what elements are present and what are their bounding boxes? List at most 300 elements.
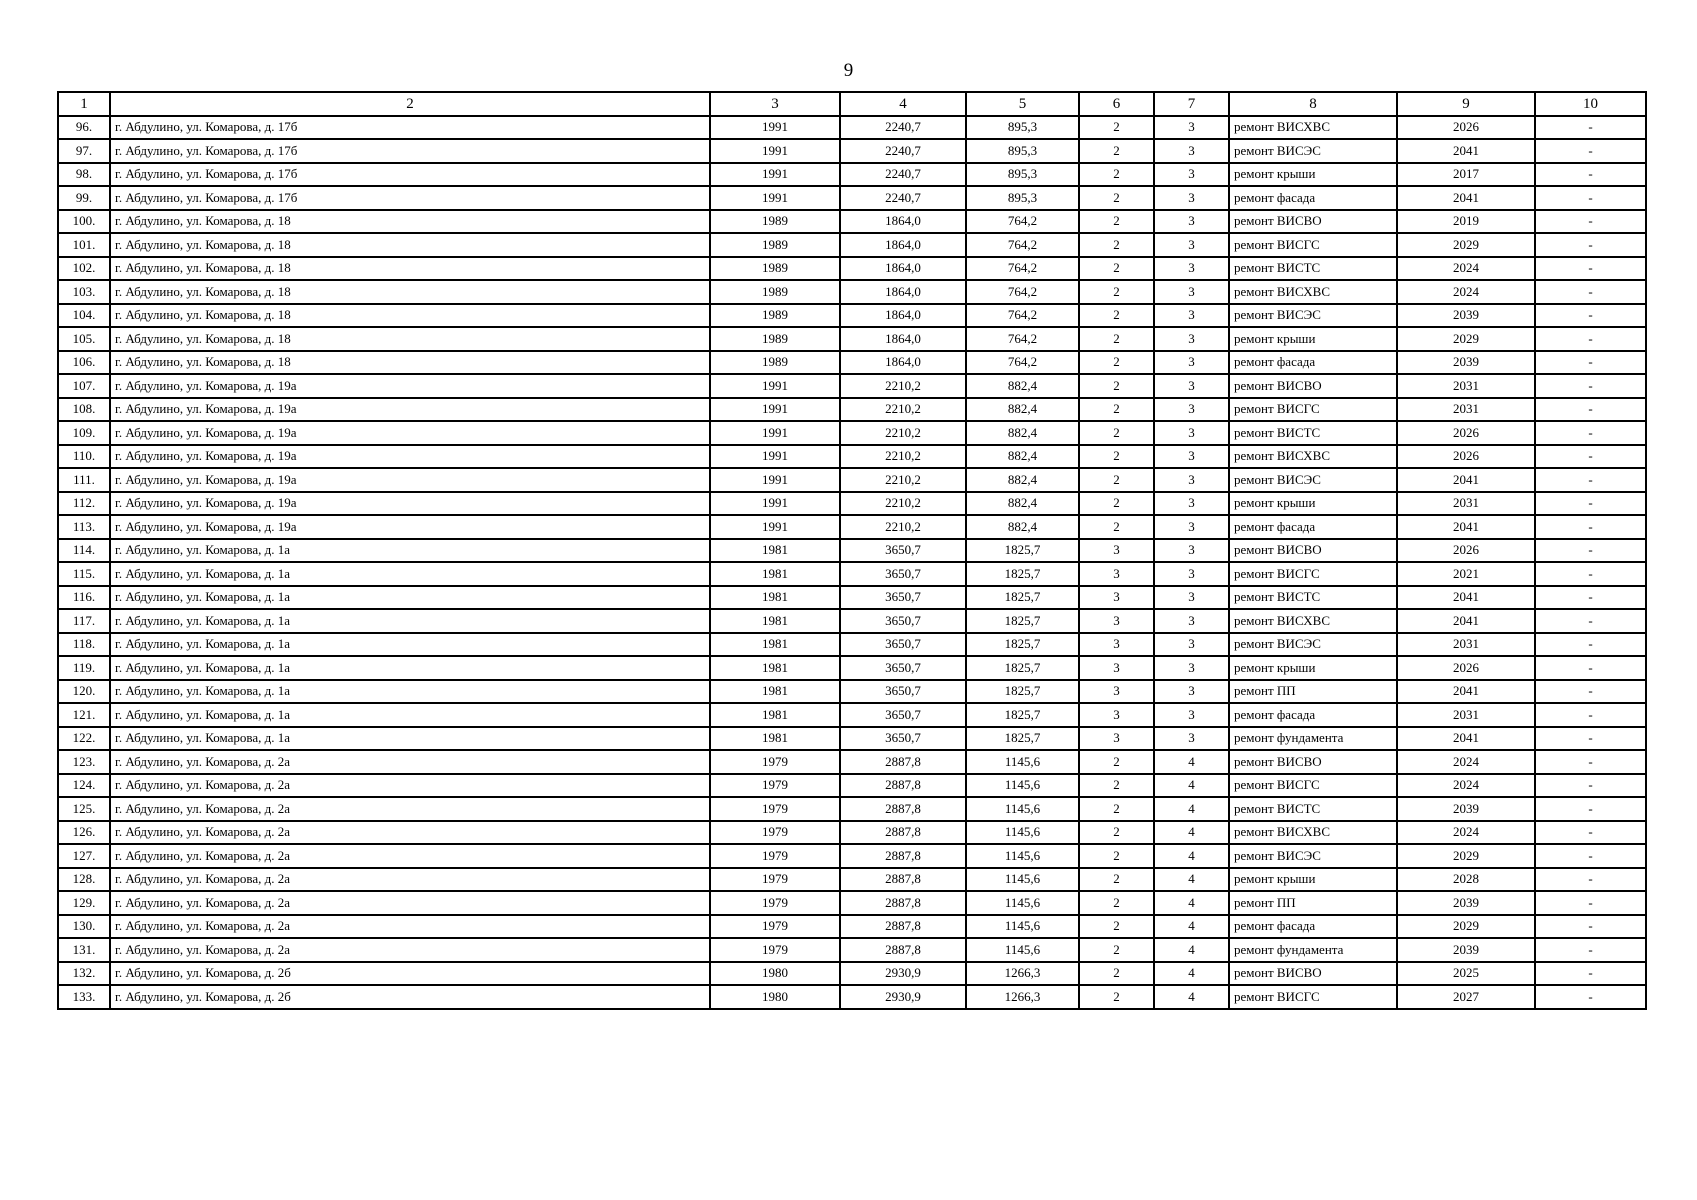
total-area-cell: 1864,0 bbox=[840, 351, 966, 375]
work-type-cell: ремонт фундамента bbox=[1229, 727, 1397, 751]
note-cell: - bbox=[1535, 656, 1646, 680]
note-cell: - bbox=[1535, 398, 1646, 422]
living-area-cell: 895,3 bbox=[966, 186, 1079, 210]
floors-cell: 2 bbox=[1079, 468, 1154, 492]
page-number: 9 bbox=[843, 60, 854, 81]
row-number-cell: 101. bbox=[58, 233, 110, 257]
total-area-cell: 3650,7 bbox=[840, 562, 966, 586]
floors-cell: 2 bbox=[1079, 233, 1154, 257]
note-cell: - bbox=[1535, 515, 1646, 539]
note-cell: - bbox=[1535, 797, 1646, 821]
total-area-cell: 2210,2 bbox=[840, 468, 966, 492]
planned-year-cell: 2024 bbox=[1397, 257, 1535, 281]
address-cell: г. Абдулино, ул. Комарова, д. 1а bbox=[110, 727, 710, 751]
table-row bbox=[58, 445, 1646, 469]
address-cell: г. Абдулино, ул. Комарова, д. 18 bbox=[110, 327, 710, 351]
table-row bbox=[58, 985, 1646, 1009]
planned-year-cell: 2039 bbox=[1397, 351, 1535, 375]
entrances-cell: 3 bbox=[1154, 257, 1229, 281]
entrances-cell: 4 bbox=[1154, 750, 1229, 774]
living-area-cell: 1266,3 bbox=[966, 962, 1079, 986]
total-area-cell: 3650,7 bbox=[840, 727, 966, 751]
note-cell: - bbox=[1535, 351, 1646, 375]
address-cell: г. Абдулино, ул. Комарова, д. 1а bbox=[110, 656, 710, 680]
row-number-cell: 125. bbox=[58, 797, 110, 821]
column-header: 5 bbox=[966, 92, 1079, 116]
living-area-cell: 764,2 bbox=[966, 327, 1079, 351]
floors-cell: 2 bbox=[1079, 774, 1154, 798]
entrances-cell: 4 bbox=[1154, 821, 1229, 845]
work-type-cell: ремонт ВИСВО bbox=[1229, 374, 1397, 398]
table-row bbox=[58, 327, 1646, 351]
entrances-cell: 4 bbox=[1154, 985, 1229, 1009]
planned-year-cell: 2029 bbox=[1397, 915, 1535, 939]
total-area-cell: 2210,2 bbox=[840, 398, 966, 422]
note-cell: - bbox=[1535, 962, 1646, 986]
living-area-cell: 1825,7 bbox=[966, 633, 1079, 657]
living-area-cell: 1145,6 bbox=[966, 750, 1079, 774]
floors-cell: 2 bbox=[1079, 868, 1154, 892]
total-area-cell: 1864,0 bbox=[840, 257, 966, 281]
total-area-cell: 2240,7 bbox=[840, 116, 966, 140]
total-area-cell: 2887,8 bbox=[840, 821, 966, 845]
row-number-cell: 102. bbox=[58, 257, 110, 281]
entrances-cell: 3 bbox=[1154, 445, 1229, 469]
row-number-cell: 129. bbox=[58, 891, 110, 915]
floors-cell: 3 bbox=[1079, 539, 1154, 563]
entrances-cell: 3 bbox=[1154, 351, 1229, 375]
row-number-cell: 110. bbox=[58, 445, 110, 469]
living-area-cell: 764,2 bbox=[966, 210, 1079, 234]
address-cell: г. Абдулино, ул. Комарова, д. 2а bbox=[110, 821, 710, 845]
total-area-cell: 2210,2 bbox=[840, 374, 966, 398]
work-type-cell: ремонт ВИСВО bbox=[1229, 210, 1397, 234]
work-type-cell: ремонт ВИСХВС bbox=[1229, 609, 1397, 633]
living-area-cell: 1145,6 bbox=[966, 844, 1079, 868]
floors-cell: 2 bbox=[1079, 139, 1154, 163]
row-number-cell: 130. bbox=[58, 915, 110, 939]
row-number-cell: 121. bbox=[58, 703, 110, 727]
note-cell: - bbox=[1535, 586, 1646, 610]
address-cell: г. Абдулино, ул. Комарова, д. 19а bbox=[110, 398, 710, 422]
note-cell: - bbox=[1535, 750, 1646, 774]
row-number-cell: 98. bbox=[58, 163, 110, 187]
note-cell: - bbox=[1535, 609, 1646, 633]
work-type-cell: ремонт фасада bbox=[1229, 703, 1397, 727]
floors-cell: 2 bbox=[1079, 327, 1154, 351]
entrances-cell: 3 bbox=[1154, 304, 1229, 328]
total-area-cell: 2240,7 bbox=[840, 139, 966, 163]
note-cell: - bbox=[1535, 774, 1646, 798]
living-area-cell: 895,3 bbox=[966, 139, 1079, 163]
year-cell: 1981 bbox=[710, 680, 840, 704]
year-cell: 1979 bbox=[710, 915, 840, 939]
entrances-cell: 3 bbox=[1154, 280, 1229, 304]
floors-cell: 3 bbox=[1079, 727, 1154, 751]
total-area-cell: 1864,0 bbox=[840, 304, 966, 328]
planned-year-cell: 2021 bbox=[1397, 562, 1535, 586]
table-row bbox=[58, 116, 1646, 140]
entrances-cell: 4 bbox=[1154, 915, 1229, 939]
total-area-cell: 2887,8 bbox=[840, 844, 966, 868]
living-area-cell: 764,2 bbox=[966, 280, 1079, 304]
note-cell: - bbox=[1535, 492, 1646, 516]
work-type-cell: ремонт ВИСХВС bbox=[1229, 116, 1397, 140]
planned-year-cell: 2024 bbox=[1397, 821, 1535, 845]
planned-year-cell: 2024 bbox=[1397, 750, 1535, 774]
entrances-cell: 4 bbox=[1154, 891, 1229, 915]
address-cell: г. Абдулино, ул. Комарова, д. 19а bbox=[110, 445, 710, 469]
address-cell: г. Абдулино, ул. Комарова, д. 17б bbox=[110, 139, 710, 163]
year-cell: 1991 bbox=[710, 468, 840, 492]
table-row bbox=[58, 562, 1646, 586]
table-row bbox=[58, 257, 1646, 281]
address-cell: г. Абдулино, ул. Комарова, д. 19а bbox=[110, 492, 710, 516]
row-number-cell: 114. bbox=[58, 539, 110, 563]
work-type-cell: ремонт ВИСВО bbox=[1229, 962, 1397, 986]
address-cell: г. Абдулино, ул. Комарова, д. 17б bbox=[110, 116, 710, 140]
column-header: 9 bbox=[1397, 92, 1535, 116]
address-cell: г. Абдулино, ул. Комарова, д. 1а bbox=[110, 703, 710, 727]
living-area-cell: 1145,6 bbox=[966, 868, 1079, 892]
entrances-cell: 3 bbox=[1154, 492, 1229, 516]
living-area-cell: 882,4 bbox=[966, 398, 1079, 422]
floors-cell: 2 bbox=[1079, 116, 1154, 140]
planned-year-cell: 2031 bbox=[1397, 703, 1535, 727]
entrances-cell: 3 bbox=[1154, 680, 1229, 704]
row-number-cell: 120. bbox=[58, 680, 110, 704]
entrances-cell: 3 bbox=[1154, 116, 1229, 140]
year-cell: 1979 bbox=[710, 891, 840, 915]
table-row bbox=[58, 398, 1646, 422]
total-area-cell: 2887,8 bbox=[840, 915, 966, 939]
row-number-cell: 128. bbox=[58, 868, 110, 892]
address-cell: г. Абдулино, ул. Комарова, д. 19а bbox=[110, 515, 710, 539]
address-cell: г. Абдулино, ул. Комарова, д. 2а bbox=[110, 891, 710, 915]
year-cell: 1989 bbox=[710, 233, 840, 257]
note-cell: - bbox=[1535, 445, 1646, 469]
planned-year-cell: 2017 bbox=[1397, 163, 1535, 187]
floors-cell: 3 bbox=[1079, 586, 1154, 610]
entrances-cell: 4 bbox=[1154, 844, 1229, 868]
floors-cell: 2 bbox=[1079, 962, 1154, 986]
table-row bbox=[58, 915, 1646, 939]
entrances-cell: 3 bbox=[1154, 539, 1229, 563]
living-area-cell: 1825,7 bbox=[966, 609, 1079, 633]
table-row bbox=[58, 938, 1646, 962]
total-area-cell: 1864,0 bbox=[840, 327, 966, 351]
table-row bbox=[58, 233, 1646, 257]
work-type-cell: ремонт ВИСГС bbox=[1229, 774, 1397, 798]
total-area-cell: 3650,7 bbox=[840, 656, 966, 680]
row-number-cell: 99. bbox=[58, 186, 110, 210]
entrances-cell: 4 bbox=[1154, 774, 1229, 798]
table-row bbox=[58, 421, 1646, 445]
address-cell: г. Абдулино, ул. Комарова, д. 19а bbox=[110, 374, 710, 398]
row-number-cell: 109. bbox=[58, 421, 110, 445]
year-cell: 1989 bbox=[710, 351, 840, 375]
year-cell: 1991 bbox=[710, 515, 840, 539]
planned-year-cell: 2026 bbox=[1397, 421, 1535, 445]
note-cell: - bbox=[1535, 210, 1646, 234]
work-type-cell: ремонт ВИСХВС bbox=[1229, 445, 1397, 469]
total-area-cell: 3650,7 bbox=[840, 680, 966, 704]
work-type-cell: ремонт ВИСЭС bbox=[1229, 844, 1397, 868]
housing-repair-table bbox=[57, 91, 1647, 1010]
table-row bbox=[58, 163, 1646, 187]
floors-cell: 2 bbox=[1079, 515, 1154, 539]
work-type-cell: ремонт крыши bbox=[1229, 163, 1397, 187]
floors-cell: 2 bbox=[1079, 398, 1154, 422]
note-cell: - bbox=[1535, 257, 1646, 281]
living-area-cell: 1266,3 bbox=[966, 985, 1079, 1009]
note-cell: - bbox=[1535, 868, 1646, 892]
floors-cell: 2 bbox=[1079, 821, 1154, 845]
year-cell: 1980 bbox=[710, 962, 840, 986]
planned-year-cell: 2041 bbox=[1397, 515, 1535, 539]
year-cell: 1989 bbox=[710, 257, 840, 281]
table-row bbox=[58, 962, 1646, 986]
table-row bbox=[58, 186, 1646, 210]
address-cell: г. Абдулино, ул. Комарова, д. 18 bbox=[110, 210, 710, 234]
year-cell: 1979 bbox=[710, 797, 840, 821]
living-area-cell: 882,4 bbox=[966, 374, 1079, 398]
work-type-cell: ремонт ВИСВО bbox=[1229, 750, 1397, 774]
work-type-cell: ремонт фасада bbox=[1229, 186, 1397, 210]
year-cell: 1981 bbox=[710, 703, 840, 727]
total-area-cell: 3650,7 bbox=[840, 633, 966, 657]
work-type-cell: ремонт ВИСГС bbox=[1229, 398, 1397, 422]
table-row bbox=[58, 844, 1646, 868]
address-cell: г. Абдулино, ул. Комарова, д. 17б bbox=[110, 186, 710, 210]
table-row bbox=[58, 891, 1646, 915]
year-cell: 1991 bbox=[710, 492, 840, 516]
planned-year-cell: 2024 bbox=[1397, 774, 1535, 798]
total-area-cell: 2240,7 bbox=[840, 163, 966, 187]
planned-year-cell: 2039 bbox=[1397, 304, 1535, 328]
column-header: 2 bbox=[110, 92, 710, 116]
entrances-cell: 3 bbox=[1154, 633, 1229, 657]
address-cell: г. Абдулино, ул. Комарова, д. 18 bbox=[110, 233, 710, 257]
year-cell: 1981 bbox=[710, 562, 840, 586]
planned-year-cell: 2031 bbox=[1397, 374, 1535, 398]
table-row bbox=[58, 727, 1646, 751]
work-type-cell: ремонт ВИСЭС bbox=[1229, 633, 1397, 657]
work-type-cell: ремонт фундамента bbox=[1229, 938, 1397, 962]
column-header: 8 bbox=[1229, 92, 1397, 116]
floors-cell: 3 bbox=[1079, 703, 1154, 727]
address-cell: г. Абдулино, ул. Комарова, д. 2а bbox=[110, 750, 710, 774]
total-area-cell: 1864,0 bbox=[840, 280, 966, 304]
year-cell: 1979 bbox=[710, 868, 840, 892]
floors-cell: 2 bbox=[1079, 985, 1154, 1009]
note-cell: - bbox=[1535, 233, 1646, 257]
floors-cell: 3 bbox=[1079, 609, 1154, 633]
entrances-cell: 4 bbox=[1154, 797, 1229, 821]
table-body bbox=[58, 116, 1646, 1009]
table-row bbox=[58, 492, 1646, 516]
living-area-cell: 1825,7 bbox=[966, 586, 1079, 610]
note-cell: - bbox=[1535, 116, 1646, 140]
living-area-cell: 1145,6 bbox=[966, 891, 1079, 915]
year-cell: 1989 bbox=[710, 210, 840, 234]
year-cell: 1981 bbox=[710, 586, 840, 610]
table-row bbox=[58, 139, 1646, 163]
note-cell: - bbox=[1535, 280, 1646, 304]
address-cell: г. Абдулино, ул. Комарова, д. 2а bbox=[110, 868, 710, 892]
work-type-cell: ремонт ВИСТС bbox=[1229, 257, 1397, 281]
row-number-cell: 111. bbox=[58, 468, 110, 492]
planned-year-cell: 2041 bbox=[1397, 468, 1535, 492]
table-row bbox=[58, 680, 1646, 704]
work-type-cell: ремонт ВИСХВС bbox=[1229, 280, 1397, 304]
work-type-cell: ремонт ВИСТС bbox=[1229, 797, 1397, 821]
year-cell: 1979 bbox=[710, 750, 840, 774]
column-header: 3 bbox=[710, 92, 840, 116]
total-area-cell: 2210,2 bbox=[840, 445, 966, 469]
note-cell: - bbox=[1535, 163, 1646, 187]
living-area-cell: 1825,7 bbox=[966, 703, 1079, 727]
table-row bbox=[58, 468, 1646, 492]
work-type-cell: ремонт крыши bbox=[1229, 492, 1397, 516]
year-cell: 1979 bbox=[710, 774, 840, 798]
entrances-cell: 4 bbox=[1154, 962, 1229, 986]
planned-year-cell: 2041 bbox=[1397, 186, 1535, 210]
entrances-cell: 3 bbox=[1154, 656, 1229, 680]
note-cell: - bbox=[1535, 680, 1646, 704]
entrances-cell: 3 bbox=[1154, 210, 1229, 234]
total-area-cell: 2887,8 bbox=[840, 891, 966, 915]
entrances-cell: 4 bbox=[1154, 938, 1229, 962]
table-row bbox=[58, 586, 1646, 610]
address-cell: г. Абдулино, ул. Комарова, д. 17б bbox=[110, 163, 710, 187]
floors-cell: 2 bbox=[1079, 421, 1154, 445]
living-area-cell: 895,3 bbox=[966, 163, 1079, 187]
note-cell: - bbox=[1535, 562, 1646, 586]
address-cell: г. Абдулино, ул. Комарова, д. 18 bbox=[110, 304, 710, 328]
note-cell: - bbox=[1535, 703, 1646, 727]
address-cell: г. Абдулино, ул. Комарова, д. 1а bbox=[110, 680, 710, 704]
entrances-cell: 4 bbox=[1154, 868, 1229, 892]
living-area-cell: 1825,7 bbox=[966, 727, 1079, 751]
table-row bbox=[58, 515, 1646, 539]
address-cell: г. Абдулино, ул. Комарова, д. 2а bbox=[110, 774, 710, 798]
work-type-cell: ремонт ВИСТС bbox=[1229, 586, 1397, 610]
address-cell: г. Абдулино, ул. Комарова, д. 2б bbox=[110, 962, 710, 986]
year-cell: 1991 bbox=[710, 139, 840, 163]
row-number-cell: 103. bbox=[58, 280, 110, 304]
floors-cell: 2 bbox=[1079, 938, 1154, 962]
floors-cell: 2 bbox=[1079, 750, 1154, 774]
floors-cell: 3 bbox=[1079, 680, 1154, 704]
table-row bbox=[58, 304, 1646, 328]
planned-year-cell: 2039 bbox=[1397, 797, 1535, 821]
table-row bbox=[58, 374, 1646, 398]
work-type-cell: ремонт ВИСВО bbox=[1229, 539, 1397, 563]
column-header: 4 bbox=[840, 92, 966, 116]
address-cell: г. Абдулино, ул. Комарова, д. 18 bbox=[110, 351, 710, 375]
year-cell: 1979 bbox=[710, 821, 840, 845]
address-cell: г. Абдулино, ул. Комарова, д. 1а bbox=[110, 609, 710, 633]
living-area-cell: 1145,6 bbox=[966, 821, 1079, 845]
note-cell: - bbox=[1535, 891, 1646, 915]
total-area-cell: 2210,2 bbox=[840, 421, 966, 445]
total-area-cell: 2240,7 bbox=[840, 186, 966, 210]
living-area-cell: 1825,7 bbox=[966, 656, 1079, 680]
floors-cell: 2 bbox=[1079, 304, 1154, 328]
row-number-cell: 131. bbox=[58, 938, 110, 962]
address-cell: г. Абдулино, ул. Комарова, д. 2а bbox=[110, 797, 710, 821]
table-row bbox=[58, 539, 1646, 563]
row-number-cell: 100. bbox=[58, 210, 110, 234]
planned-year-cell: 2031 bbox=[1397, 633, 1535, 657]
note-cell: - bbox=[1535, 727, 1646, 751]
total-area-cell: 2930,9 bbox=[840, 985, 966, 1009]
living-area-cell: 764,2 bbox=[966, 351, 1079, 375]
floors-cell: 2 bbox=[1079, 445, 1154, 469]
row-number-cell: 119. bbox=[58, 656, 110, 680]
planned-year-cell: 2024 bbox=[1397, 280, 1535, 304]
work-type-cell: ремонт ВИСГС bbox=[1229, 233, 1397, 257]
column-header: 6 bbox=[1079, 92, 1154, 116]
row-number-cell: 122. bbox=[58, 727, 110, 751]
address-cell: г. Абдулино, ул. Комарова, д. 18 bbox=[110, 257, 710, 281]
row-number-cell: 106. bbox=[58, 351, 110, 375]
table-row bbox=[58, 750, 1646, 774]
row-number-cell: 133. bbox=[58, 985, 110, 1009]
note-cell: - bbox=[1535, 374, 1646, 398]
row-number-cell: 132. bbox=[58, 962, 110, 986]
note-cell: - bbox=[1535, 633, 1646, 657]
table-row bbox=[58, 797, 1646, 821]
total-area-cell: 2887,8 bbox=[840, 774, 966, 798]
total-area-cell: 2930,9 bbox=[840, 962, 966, 986]
address-cell: г. Абдулино, ул. Комарова, д. 2а bbox=[110, 915, 710, 939]
year-cell: 1989 bbox=[710, 304, 840, 328]
planned-year-cell: 2026 bbox=[1397, 445, 1535, 469]
year-cell: 1981 bbox=[710, 656, 840, 680]
work-type-cell: ремонт ВИСГС bbox=[1229, 562, 1397, 586]
row-number-cell: 116. bbox=[58, 586, 110, 610]
column-header: 10 bbox=[1535, 92, 1646, 116]
planned-year-cell: 2029 bbox=[1397, 844, 1535, 868]
entrances-cell: 3 bbox=[1154, 233, 1229, 257]
entrances-cell: 3 bbox=[1154, 163, 1229, 187]
work-type-cell: ремонт ВИСТС bbox=[1229, 421, 1397, 445]
work-type-cell: ремонт фасада bbox=[1229, 351, 1397, 375]
floors-cell: 2 bbox=[1079, 891, 1154, 915]
planned-year-cell: 2026 bbox=[1397, 116, 1535, 140]
note-cell: - bbox=[1535, 186, 1646, 210]
work-type-cell: ремонт ВИСЭС bbox=[1229, 468, 1397, 492]
total-area-cell: 3650,7 bbox=[840, 539, 966, 563]
table-row bbox=[58, 703, 1646, 727]
floors-cell: 2 bbox=[1079, 280, 1154, 304]
living-area-cell: 1145,6 bbox=[966, 938, 1079, 962]
total-area-cell: 2887,8 bbox=[840, 938, 966, 962]
year-cell: 1980 bbox=[710, 985, 840, 1009]
planned-year-cell: 2041 bbox=[1397, 139, 1535, 163]
work-type-cell: ремонт крыши bbox=[1229, 656, 1397, 680]
row-number-cell: 96. bbox=[58, 116, 110, 140]
note-cell: - bbox=[1535, 139, 1646, 163]
note-cell: - bbox=[1535, 821, 1646, 845]
floors-cell: 2 bbox=[1079, 186, 1154, 210]
living-area-cell: 764,2 bbox=[966, 233, 1079, 257]
column-header: 1 bbox=[58, 92, 110, 116]
living-area-cell: 1145,6 bbox=[966, 774, 1079, 798]
year-cell: 1989 bbox=[710, 280, 840, 304]
